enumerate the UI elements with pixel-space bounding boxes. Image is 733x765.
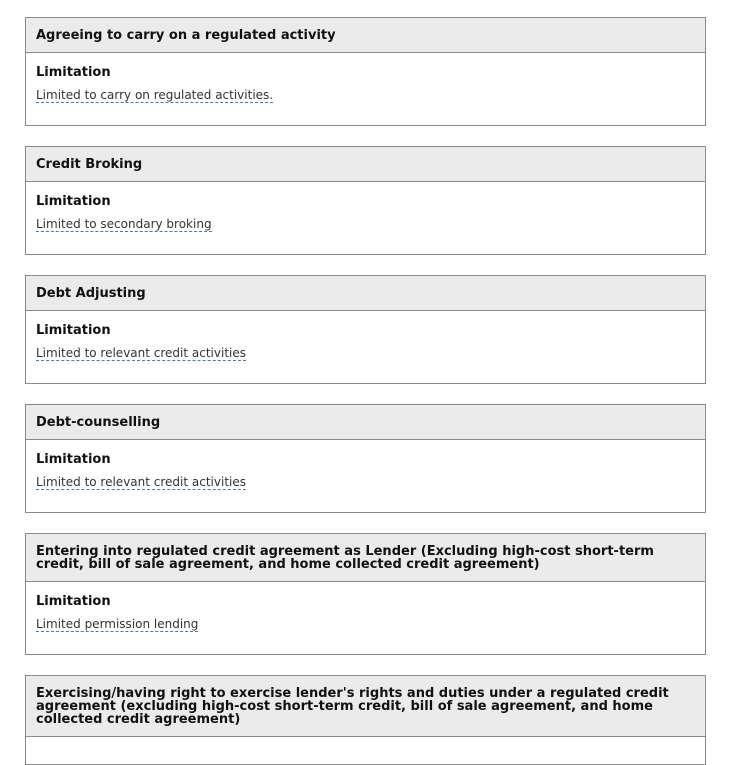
permission-body [26, 440, 705, 491]
permission-title: Exercising/having right to exercise lender's rights and duties under a regulated credit agreement (excluding high-cost short-term credit, bill of sale agreement, and home collected credit agreement) [36, 685, 669, 727]
permission-header [26, 18, 705, 53]
permission-panel-exercising-lender-rights [25, 675, 706, 765]
permission-header [26, 147, 705, 182]
limitation-label: Limitation [36, 323, 111, 338]
limitation-value[interactable]: Limited to carry on regulated activities. [36, 88, 274, 102]
permission-title: Credit Broking [36, 156, 143, 172]
permission-title: Debt-counselling [36, 414, 161, 430]
permission-panel-entering-credit-agreement [25, 533, 706, 655]
permission-panel-credit-broking [25, 146, 706, 255]
permission-panel-debt-counselling [25, 404, 706, 513]
permission-body [26, 53, 705, 104]
permission-title: Entering into regulated credit agreement as Lender (Excluding high-cost short-term credit, bill of sale agreement, and home collected credit agreement) [36, 543, 654, 572]
permission-panel-agreeing [25, 17, 706, 126]
permission-body [26, 311, 705, 362]
permission-header [26, 276, 705, 311]
permission-header [26, 405, 705, 440]
permission-title: Agreeing to carry on a regulated activity [36, 27, 336, 43]
permission-panel-debt-adjusting [25, 275, 706, 384]
permission-body [26, 182, 705, 233]
limitation-value[interactable]: Limited to relevant credit activities [36, 346, 246, 360]
limitation-value[interactable]: Limited to secondary broking [36, 217, 212, 231]
permission-body [26, 582, 705, 633]
permission-title: Debt Adjusting [36, 285, 146, 301]
permission-header [26, 534, 705, 582]
limitation-value[interactable]: Limited permission lending [36, 617, 199, 631]
limitation-label: Limitation [36, 594, 111, 609]
limitation-label: Limitation [36, 452, 111, 467]
permission-header [26, 676, 705, 737]
limitation-value[interactable]: Limited to relevant credit activities [36, 475, 246, 489]
limitation-label: Limitation [36, 194, 111, 209]
limitation-label: Limitation [36, 65, 111, 80]
